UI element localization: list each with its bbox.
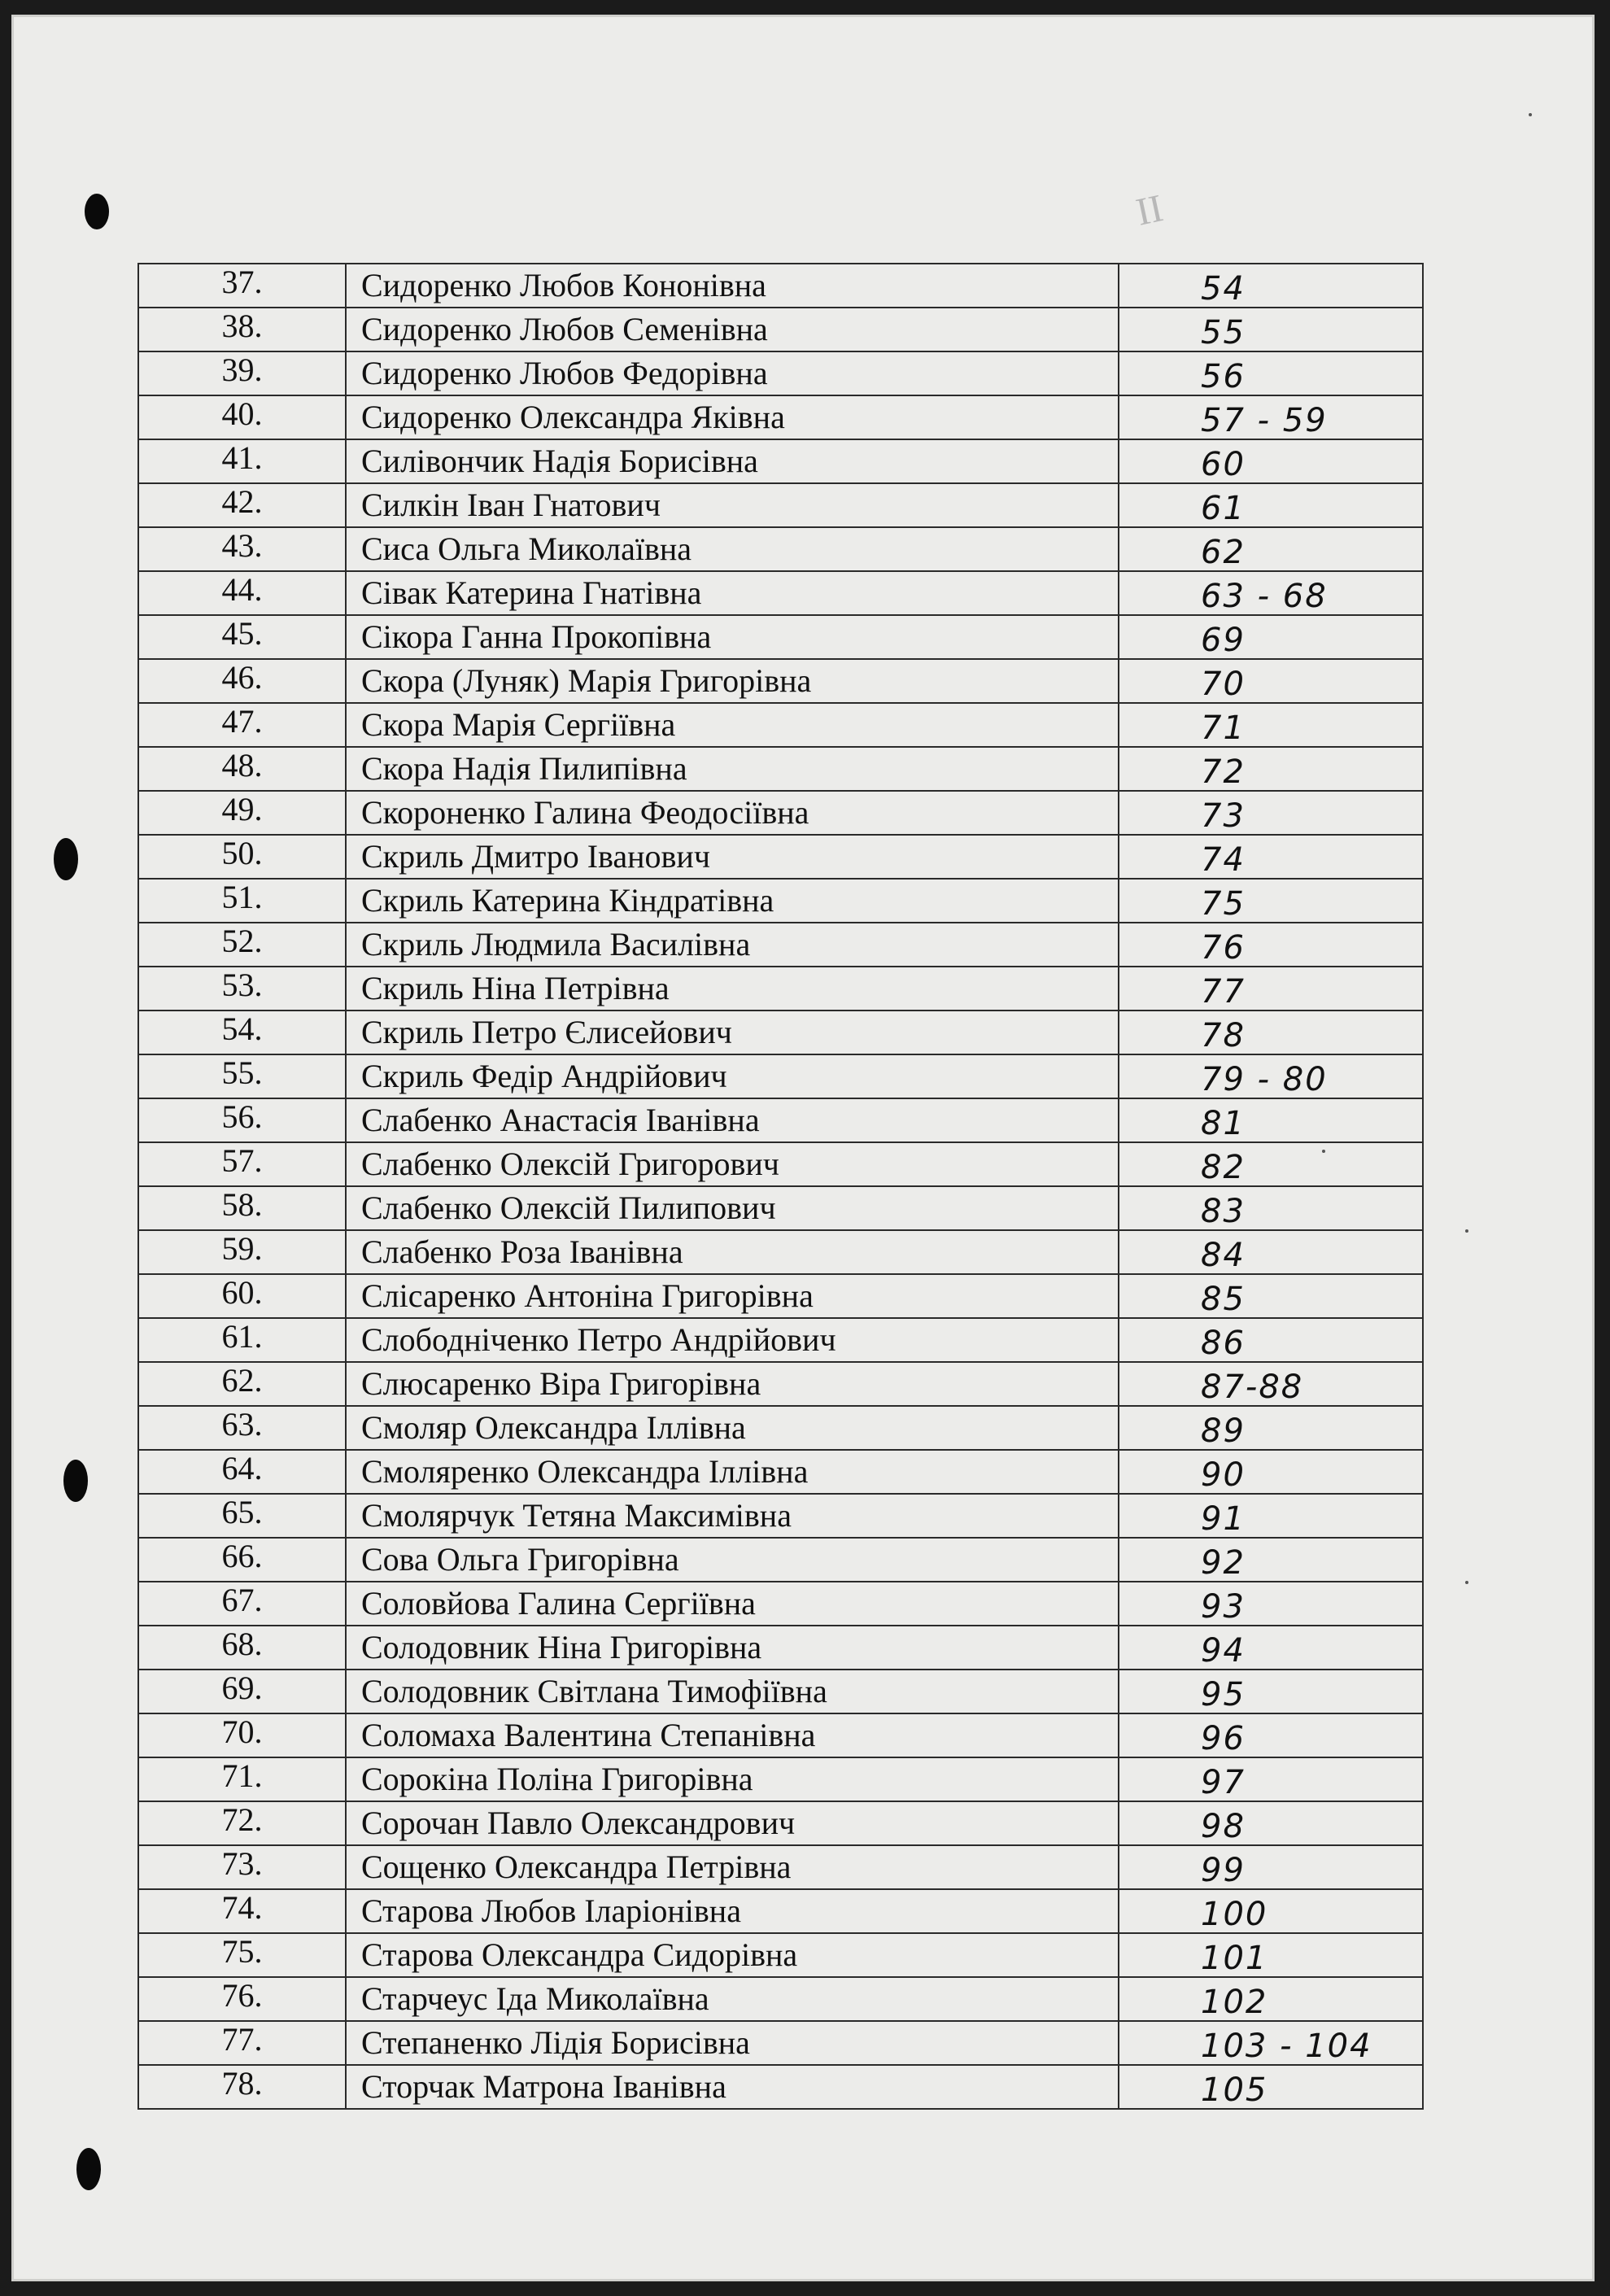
person-name: Скриль Ніна Петрівна (346, 967, 1119, 1011)
table-row (138, 1054, 1423, 1098)
page-range: 84 (1119, 1230, 1423, 1274)
row-number: 61. (138, 1318, 346, 1362)
table-row (138, 967, 1423, 1011)
registry-table (137, 263, 1424, 2110)
person-name: Сорочан Павло Олександрович (346, 1801, 1119, 1845)
page-range: 54 (1119, 264, 1423, 308)
person-name: Слабенко Анастасія Іванівна (346, 1098, 1119, 1142)
person-name: Скриль Петро Єлисейович (346, 1011, 1119, 1054)
page-range: 77 (1119, 967, 1423, 1011)
person-name: Соловйова Галина Сергіївна (346, 1582, 1119, 1626)
table-row (138, 1670, 1423, 1713)
registry-rows (138, 264, 1423, 2109)
punch-hole (54, 838, 78, 880)
page-range: 87-88 (1119, 1362, 1423, 1406)
page-range: 63 - 68 (1119, 571, 1423, 615)
page-range: 61 (1119, 483, 1423, 527)
table-row (138, 2065, 1423, 2109)
row-number: 77. (138, 2021, 346, 2065)
table-row (138, 879, 1423, 923)
row-number: 75. (138, 1933, 346, 1977)
punch-hole (76, 2148, 101, 2190)
row-number: 59. (138, 1230, 346, 1274)
person-name: Старова Любов Іларіонівна (346, 1889, 1119, 1933)
row-number: 41. (138, 439, 346, 483)
person-name: Скора (Луняк) Марія Григорівна (346, 659, 1119, 703)
person-name: Скора Марія Сергіївна (346, 703, 1119, 747)
row-number: 38. (138, 308, 346, 351)
page-range: 91 (1119, 1494, 1423, 1538)
page-range: 86 (1119, 1318, 1423, 1362)
table-row (138, 571, 1423, 615)
row-number: 54. (138, 1011, 346, 1054)
row-number: 69. (138, 1670, 346, 1713)
table-row (138, 615, 1423, 659)
row-number: 52. (138, 923, 346, 967)
person-name: Старчеус Іда Миколаївна (346, 1977, 1119, 2021)
person-name: Сікора Ганна Прокопівна (346, 615, 1119, 659)
table-row (138, 1538, 1423, 1582)
person-name: Скриль Катерина Кіндратівна (346, 879, 1119, 923)
page-range: 78 (1119, 1011, 1423, 1054)
page-range: 55 (1119, 308, 1423, 351)
table-row (138, 703, 1423, 747)
page-range: 56 (1119, 351, 1423, 395)
row-number: 78. (138, 2065, 346, 2109)
speck (1465, 1229, 1468, 1233)
page-range: 69 (1119, 615, 1423, 659)
table-row (138, 1933, 1423, 1977)
person-name: Скриль Федір Андрійович (346, 1054, 1119, 1098)
table-row (138, 1274, 1423, 1318)
row-number: 50. (138, 835, 346, 879)
speck (1529, 113, 1532, 116)
person-name: Слабенко Олексій Григорович (346, 1142, 1119, 1186)
person-name: Смоляренко Олександра Іллівна (346, 1450, 1119, 1494)
person-name: Смоляр Олександра Іллівна (346, 1406, 1119, 1450)
person-name: Скора Надія Пилипівна (346, 747, 1119, 791)
person-name: Солодовник Ніна Григорівна (346, 1626, 1119, 1670)
page-range: 93 (1119, 1582, 1423, 1626)
page-range: 72 (1119, 747, 1423, 791)
table-row (138, 1845, 1423, 1889)
page-range: 101 (1119, 1933, 1423, 1977)
row-number: 46. (138, 659, 346, 703)
row-number: 44. (138, 571, 346, 615)
row-number: 47. (138, 703, 346, 747)
row-number: 40. (138, 395, 346, 439)
person-name: Сторчак Матрона Іванівна (346, 2065, 1119, 2109)
page-range: 57 - 59 (1119, 395, 1423, 439)
table-row (138, 483, 1423, 527)
person-name: Слабенко Роза Іванівна (346, 1230, 1119, 1274)
row-number: 68. (138, 1626, 346, 1670)
row-number: 53. (138, 967, 346, 1011)
speck (1465, 1581, 1468, 1584)
row-number: 57. (138, 1142, 346, 1186)
row-number: 73. (138, 1845, 346, 1889)
page-range: 60 (1119, 439, 1423, 483)
table-row (138, 1582, 1423, 1626)
row-number: 64. (138, 1450, 346, 1494)
row-number: 67. (138, 1582, 346, 1626)
page-range: 102 (1119, 1977, 1423, 2021)
table-row (138, 1098, 1423, 1142)
table-row (138, 1450, 1423, 1494)
page-range: 76 (1119, 923, 1423, 967)
row-number: 63. (138, 1406, 346, 1450)
page-range: 97 (1119, 1757, 1423, 1801)
page-range: 71 (1119, 703, 1423, 747)
page-range: 96 (1119, 1713, 1423, 1757)
page-range: 94 (1119, 1626, 1423, 1670)
person-name: Старова Олександра Сидорівна (346, 1933, 1119, 1977)
person-name: Солодовник Світлана Тимофіївна (346, 1670, 1119, 1713)
row-number: 43. (138, 527, 346, 571)
page-range: 98 (1119, 1801, 1423, 1845)
page-range: 74 (1119, 835, 1423, 879)
table-row (138, 1801, 1423, 1845)
person-name: Сидоренко Олександра Яківна (346, 395, 1119, 439)
page-range: 79 - 80 (1119, 1054, 1423, 1098)
page-range: 75 (1119, 879, 1423, 923)
row-number: 66. (138, 1538, 346, 1582)
row-number: 48. (138, 747, 346, 791)
page-range: 73 (1119, 791, 1423, 835)
row-number: 45. (138, 615, 346, 659)
page-range: 82 (1119, 1142, 1423, 1186)
table-row (138, 1318, 1423, 1362)
punch-hole (85, 194, 109, 229)
page-range: 85 (1119, 1274, 1423, 1318)
page-range: 99 (1119, 1845, 1423, 1889)
person-name: Слободніченко Петро Андрійович (346, 1318, 1119, 1362)
page-range: 70 (1119, 659, 1423, 703)
table-row (138, 1626, 1423, 1670)
person-name: Сощенко Олександра Петрівна (346, 1845, 1119, 1889)
person-name: Сиса Ольга Миколаївна (346, 527, 1119, 571)
row-number: 58. (138, 1186, 346, 1230)
row-number: 60. (138, 1274, 346, 1318)
row-number: 42. (138, 483, 346, 527)
page-range: 89 (1119, 1406, 1423, 1450)
table-row (138, 1494, 1423, 1538)
row-number: 39. (138, 351, 346, 395)
page-range: 105 (1119, 2065, 1423, 2109)
row-number: 72. (138, 1801, 346, 1845)
table-row (138, 439, 1423, 483)
person-name: Сидоренко Любов Семенівна (346, 308, 1119, 351)
table-row (138, 395, 1423, 439)
person-name: Сова Ольга Григорівна (346, 1538, 1119, 1582)
table-row (138, 264, 1423, 308)
table-row (138, 923, 1423, 967)
page-range: 62 (1119, 527, 1423, 571)
row-number: 76. (138, 1977, 346, 2021)
person-name: Степаненко Лідія Борисівна (346, 2021, 1119, 2065)
page-range: 92 (1119, 1538, 1423, 1582)
person-name: Соломаха Валентина Степанівна (346, 1713, 1119, 1757)
table-row (138, 1977, 1423, 2021)
document-page (11, 15, 1595, 2281)
page-mark: II (1132, 186, 1167, 234)
person-name: Слісаренко Антоніна Григорівна (346, 1274, 1119, 1318)
row-number: 62. (138, 1362, 346, 1406)
table-row (138, 1230, 1423, 1274)
table-row (138, 308, 1423, 351)
table-row (138, 1011, 1423, 1054)
punch-hole (63, 1460, 88, 1502)
table-row (138, 659, 1423, 703)
person-name: Силкін Іван Гнатович (346, 483, 1119, 527)
person-name: Смолярчук Тетяна Максимівна (346, 1494, 1119, 1538)
person-name: Скороненко Галина Феодосіївна (346, 791, 1119, 835)
row-number: 65. (138, 1494, 346, 1538)
page-range: 95 (1119, 1670, 1423, 1713)
table-row (138, 747, 1423, 791)
table-row (138, 1142, 1423, 1186)
person-name: Скриль Людмила Василівна (346, 923, 1119, 967)
page-range: 100 (1119, 1889, 1423, 1933)
table-row (138, 2021, 1423, 2065)
page-range: 103 - 104 (1119, 2021, 1423, 2065)
row-number: 55. (138, 1054, 346, 1098)
table-row (138, 1186, 1423, 1230)
row-number: 37. (138, 264, 346, 308)
person-name: Силівончик Надія Борисівна (346, 439, 1119, 483)
row-number: 71. (138, 1757, 346, 1801)
person-name: Сорокіна Поліна Григорівна (346, 1757, 1119, 1801)
table-row (138, 1713, 1423, 1757)
row-number: 56. (138, 1098, 346, 1142)
table-row (138, 527, 1423, 571)
row-number: 49. (138, 791, 346, 835)
page-range: 81 (1119, 1098, 1423, 1142)
table-row (138, 791, 1423, 835)
row-number: 51. (138, 879, 346, 923)
table-row (138, 1406, 1423, 1450)
row-number: 74. (138, 1889, 346, 1933)
table-row (138, 1889, 1423, 1933)
person-name: Сидоренко Любов Федорівна (346, 351, 1119, 395)
person-name: Слюсаренко Віра Григорівна (346, 1362, 1119, 1406)
table-row (138, 1362, 1423, 1406)
table-row (138, 1757, 1423, 1801)
table-row (138, 351, 1423, 395)
person-name: Слабенко Олексій Пилипович (346, 1186, 1119, 1230)
person-name: Скриль Дмитро Іванович (346, 835, 1119, 879)
row-number: 70. (138, 1713, 346, 1757)
person-name: Сидоренко Любов Кононівна (346, 264, 1119, 308)
page-range: 90 (1119, 1450, 1423, 1494)
table-row (138, 835, 1423, 879)
speck (1322, 1150, 1325, 1153)
page-range: 83 (1119, 1186, 1423, 1230)
person-name: Сівак Катерина Гнатівна (346, 571, 1119, 615)
